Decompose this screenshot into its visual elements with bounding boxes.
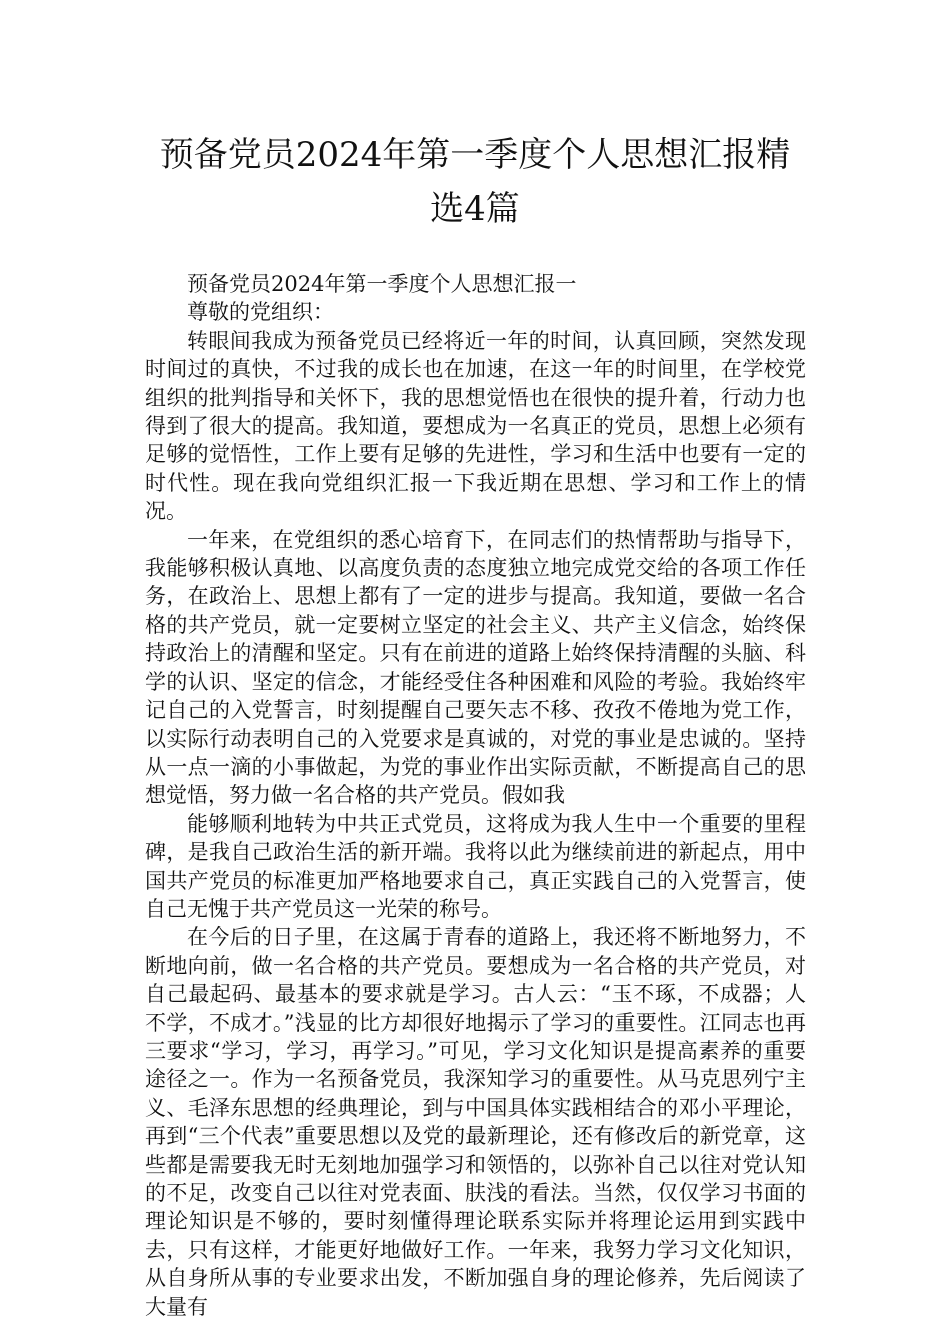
paragraph: 在今后的日子里，在这属于青春的道路上，我还将不断地努力，不断地向前，做一名合格的共产党员。要想成为一名合格的共产党员，对自己最起码、最基本的要求就是学习。古人云：“玉不琢，不成器；人不学，不成才。”浅显的比方却很好地揭示了学习的重要性。江同志也再三要求“学习，学习，再学习。”可见，学习文化知识是提高素养的重要途径之一。作为一名预备党员，我深知学习的重要性。从马克思列宁主义、毛泽东思想的经典理论，到与中国具体实践相结合的邓小平理论，再到“三个代表”重要思想以及党的最新理论，还有修改后的新党章，这些都是需要我无时无刻地加强学习和领悟的，以弥补自己以往对党认知的不足，改变自己以往对党表面、肤浅的看法。当然，仅仅学习书面的理论知识是不够的，要时刻懂得理论联系实际并将理论运用到实践中去，只有这样，才能更好地做好工作。一年来，我努力学习文化知识，从自身所从事的专业要求出发，不断加强自身的理论修养，先后阅读了大量有 bbox=[145, 925, 806, 1319]
document-body bbox=[145, 270, 806, 1321]
title-line-1: 预备党员2024年第一季度个人思想汇报精 bbox=[159, 135, 791, 175]
paragraph: 能够顺利地转为中共正式党员，这将成为我人生中一个重要的里程碑，是我自己政治生活的新开端。我将以此为继续前进的新起点，用中国共产党员的标准更加严格地要求自己，真正实践自己的入党誓言，使自己无愧于共产党员这一光荣的称号。 bbox=[145, 811, 806, 921]
salutation: 尊敬的党组织： bbox=[187, 300, 334, 325]
document-title bbox=[100, 128, 850, 236]
paragraph: 一年来，在党组织的悉心培育下，在同志们的热情帮助与指导下，我能够积极认真地、以高度负责的态度独立地完成党交给的各项工作任务，在政治上、思想上都有了一定的进步与提高。我知道，要做一名合格的共产党员，就一定要树立坚定的社会主义、共产主义信念，始终保持政治上的清醒和坚定。只有在前进的道路上始终保持清醒的头脑、科学的认识、坚定的信念，才能经受住各种困难和风险的考验。我始终牢记自己的入党誓言，时刻提醒自己要矢志不移、孜孜不倦地为党工作，以实际行动表明自己的入党要求是真诚的，对党的事业是忠诚的。坚持从一点一滴的小事做起，为党的事业作出实际贡献，不断提高自己的思想觉悟，努力做一名合格的共产党员。假如我 bbox=[145, 527, 806, 808]
title-line-2: 选4篇 bbox=[430, 189, 520, 229]
section-heading: 预备党员2024年第一季度个人思想汇报一 bbox=[187, 272, 577, 296]
paragraph: 转眼间我成为预备党员已经将近一年的时间，认真回顾，突然发现时间过的真快，不过我的成长也在加速，在这一年的时间里，在学校党组织的批判指导和关怀下，我的思想觉悟也在很快的提升着，行动力也得到了很大的提高。我知道，要想成为一名真正的党员，思想上必须有足够的觉悟性，工作上要有足够的先进性，学习和生活中也要有一定的时代性。现在我向党组织汇报一下我近期在思想、学习和工作上的情况。 bbox=[145, 328, 806, 524]
